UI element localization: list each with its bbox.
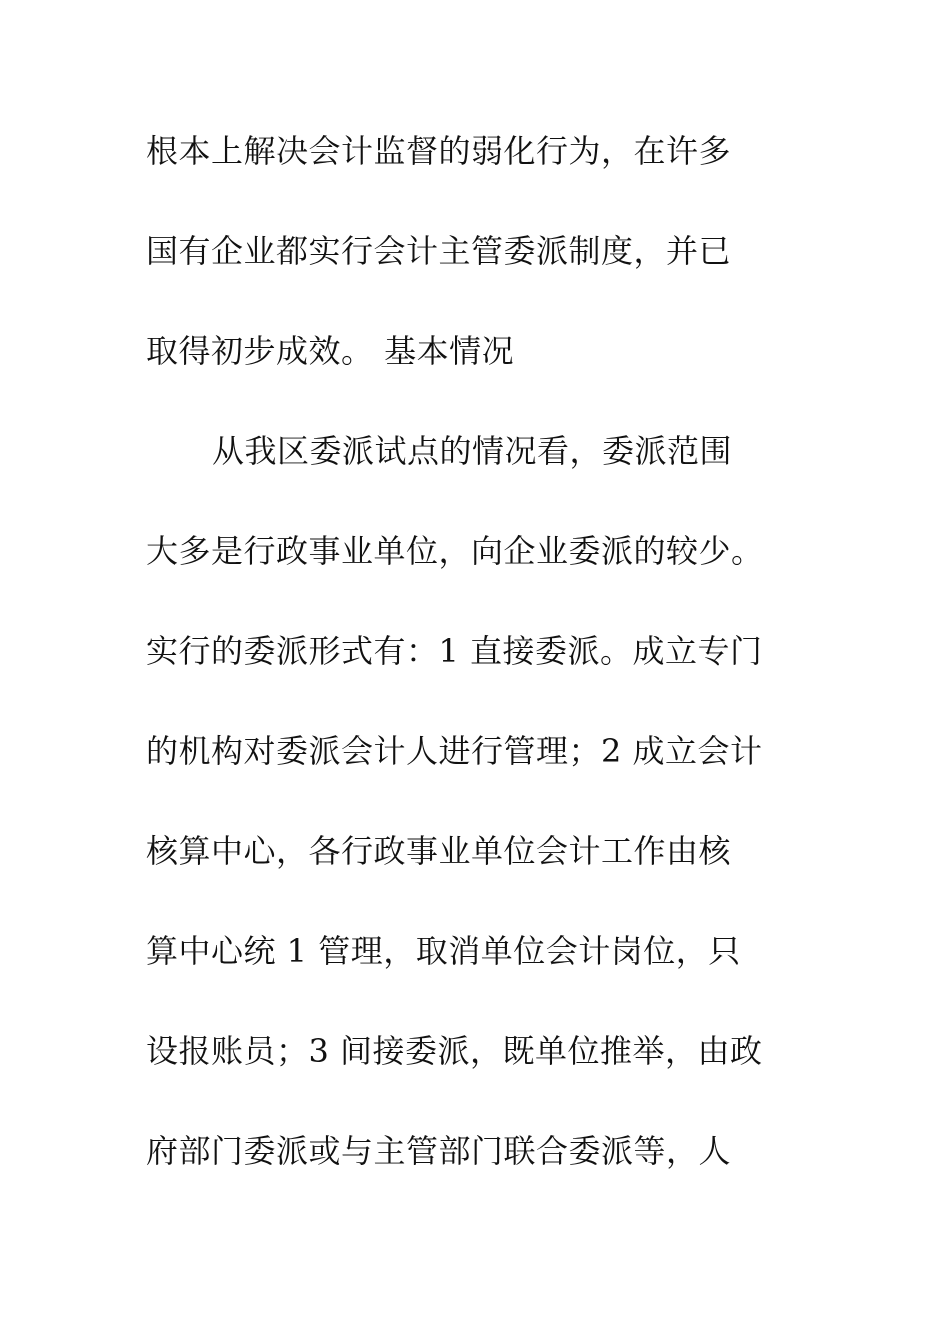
paragraph-line-1: 根本上解决会计监督的弱化行为，在许多 bbox=[146, 132, 732, 170]
paragraph-line-4: 从我区委派试点的情况看，委派范围 bbox=[212, 432, 733, 470]
paragraph-line-5: 大多是行政事业单位，向企业委派的较少。 bbox=[146, 532, 764, 570]
paragraph-line-10: 设报账员；3 间接委派，既单位推举，由政 bbox=[146, 1032, 763, 1070]
paragraph-line-6: 实行的委派形式有：1 直接委派。成立专门 bbox=[146, 632, 763, 670]
paragraph-line-11: 府部门委派或与主管部门联合委派等，人 bbox=[146, 1132, 732, 1170]
paragraph-line-8: 核算中心，各行政事业单位会计工作由核 bbox=[146, 832, 732, 870]
paragraph-line-9: 算中心统 1 管理，取消单位会计岗位，只 bbox=[146, 932, 741, 970]
paragraph-line-3: 取得初步成效。 基本情况 bbox=[146, 332, 515, 370]
paragraph-line-7: 的机构对委派会计人进行管理；2 成立会计 bbox=[146, 732, 763, 770]
paragraph-line-2: 国有企业都实行会计主管委派制度，并已 bbox=[146, 232, 732, 270]
